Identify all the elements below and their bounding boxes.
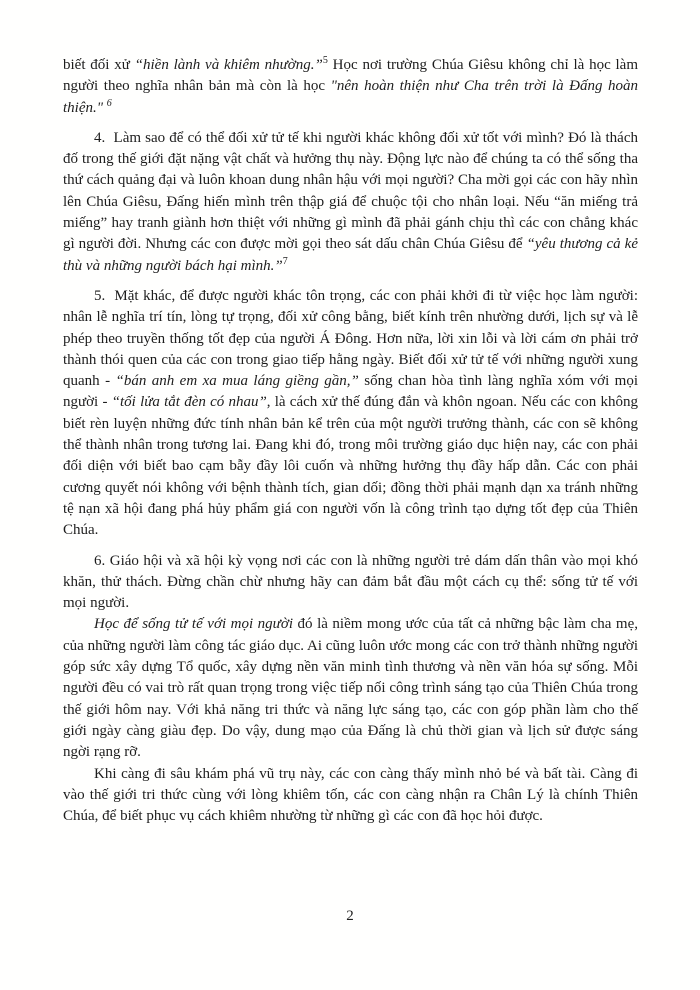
page-number: 2 [346, 908, 354, 924]
text-run: sống chan hòa tình làng nghĩa xóm với mọi người - [63, 373, 638, 411]
footnote-marker: 7 [282, 255, 288, 267]
text-run: 6. Giáo hội và xã hội kỳ vọng nơi các con là những người trẻ dám dấn thân vào mọi khó khăn, thử thách. Đừng chần chừ nhưng hãy can đảm bắt đầu một cách cụ thể: sống tử tế với mọi người. [63, 552, 638, 612]
text-run: , là cách xử thế đúng đắn và khôn ngoan. Nếu các con không biết rèn luyện những đức tính nhân bản kể trên của một người trưởng thành, các con sẽ không thể thành nhân trong tương lai. Đang khi đó, trong môi trường giáo dục hiện nay, các con phải đối diện với biết bao cạm bẫy đầy lôi cuốn và những hưởng thụ đầy hấp dẫn. Các con phải cương quyết nói không với bệnh thành tích, gian dối; đồng thời phải mạnh dạn xa tránh những tệ nạn xã hội đang phá hủy phẩm giá con người vốn là công trình tạo dựng tốt đẹp của Thiên Chúa. [63, 394, 638, 539]
footnote-marker: 5 [322, 55, 328, 66]
italic-run: “yêu thương cả kẻ thù và những người bách hại mình.” [63, 236, 638, 274]
italic-run: Học để sống tử tế với mọi người [94, 616, 294, 633]
italic-run: “hiền lành và khiêm nhường.” [134, 57, 323, 73]
italic-run: “tối lửa tắt đèn có nhau” [111, 394, 267, 411]
paragraph-hoc-de-song [63, 614, 638, 763]
paragraph-continuation [63, 55, 638, 119]
text-run: biết đối xử [63, 57, 135, 73]
text-run: 5. Mặt khác, để được người khác tôn trọng, các con phải khởi đi từ việc học làm người: nhân lễ nghĩa trí tín, lòng tự trọng, đối xử công bằng, biết kính trên nhường dưới, lịch sự và lễ phép theo truyền thống tốt đẹp của người Á Đông. Hơn nữa, lời xin lỗi và lời cám ơn phải trở thành thói quen của các con trong giao tiếp hằng ngày. Biết đối xử tử tế với những người xung quanh - [63, 287, 638, 390]
paragraph-5 [63, 286, 638, 542]
paragraph-4 [63, 128, 638, 277]
italic-run: "nên hoàn thiện như Cha trên trời là Đấng hoàn thiện." [63, 78, 638, 116]
text-block [63, 55, 638, 827]
text-run: Học nơi trường Chúa Giêsu không chỉ là học làm người theo nghĩa nhân bản mà còn là học [63, 57, 639, 95]
footnote-marker: 6 [106, 97, 112, 109]
italic-run: “bán anh em xa mua láng giềng gần,” [115, 373, 359, 390]
text-run: đó là niềm mong ước của tất cả những bậc làm cha mẹ, của những người làm công tác giáo dục. Ai cũng luôn ước mong các con trở thành những người góp sức xây dựng Tổ quốc, xây dựng nền văn minh tình thương và nền văn hóa sự sống. Mỗi người đều có vai trò rất quan trọng trong việc tiếp nối công trình sáng tạo của Thiên Chúa trong thế giới hôm nay. Với khả năng tri thức và năng lực sáng tạo, các con góp phần làm cho thế giới ngày càng giàu đẹp. Do vậy, dung mạo của Đấng là chủ thời gian và lịch sử được sáng ngời rạng rỡ. [63, 616, 638, 761]
paragraph-closing [63, 764, 638, 828]
paragraph-6 [63, 551, 638, 615]
text-run: 4. Làm sao để có thể đối xử tử tế khi người khác không đối xử tốt với mình? Đó là thách đố trong thế giới đặt nặng vật chất và hưởng thụ này. Động lực nào để chúng ta có thể sống tha thứ cách quảng đại và luôn khoan dung nhân hậu với mọi người? Cha mời gọi các con hãy nhìn lên Chúa Giêsu, Đấng hiến mình trên thập giá để chuộc tội cho nhân loại. Nếu “ăn miếng trả miếng” hay tranh giành hơn thiệt với những gì mình đã phải gánh chịu thì các con chẳng khác gì người đời. Nhưng các con được mời gọi theo sát dấu chân Chúa Giêsu để [63, 129, 638, 253]
text-run: Khi càng đi sâu khám phá vũ trụ này, các con càng thấy mình nhỏ bé và bất tài. Càng đi vào thế giới tri thức cùng với lòng khiêm tốn, các con càng nhận ra Chân Lý là chính Thiên Chúa, để biết phục vụ cách khiêm nhường từ những gì các con đã học hỏi được. [63, 765, 638, 825]
